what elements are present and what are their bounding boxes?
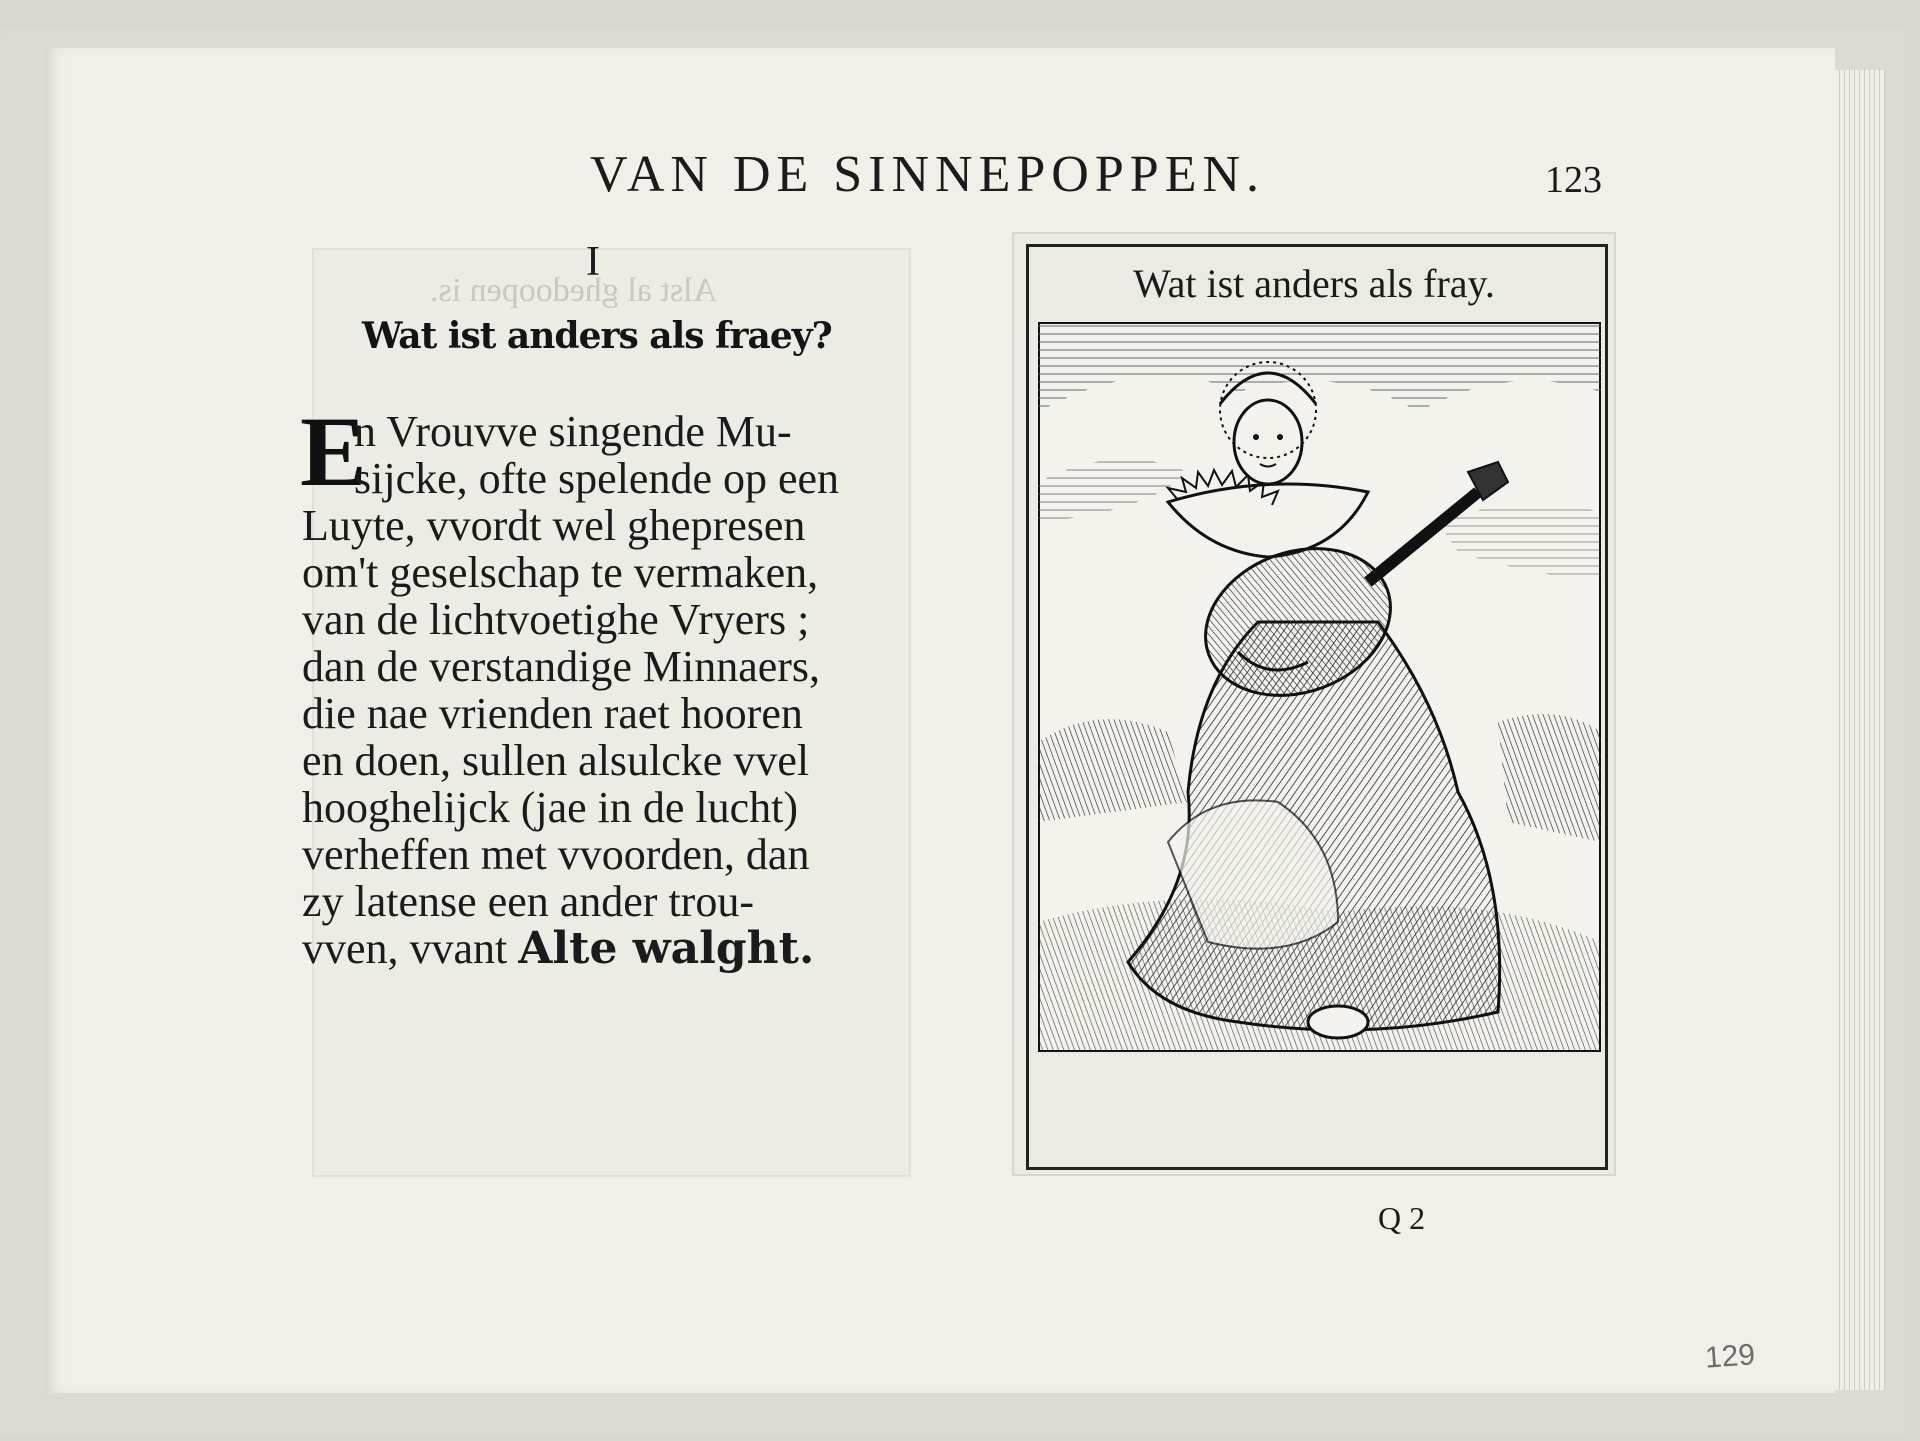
body-line: die nae vrienden raet hooren [302, 689, 803, 738]
body-line: Luyte, vvordt wel ghepresen [302, 501, 806, 550]
emblem-body-text [302, 408, 902, 972]
body-line: van de lichtvoetighe Vryers ; [302, 595, 810, 644]
emblem-motto: Wat ist anders als fraey? [362, 315, 832, 357]
show-through-text: Alst al ghedoopen is. [430, 272, 718, 309]
body-line: zy latense een ander trou- [302, 877, 754, 926]
body-line: hooghelijck (jae in de lucht) [302, 783, 799, 832]
engraving-woman-with-lute [1038, 322, 1601, 1052]
body-line: dan de verstandige Minnaers, [302, 642, 821, 691]
body-line [302, 925, 902, 972]
drop-capital: E [300, 396, 367, 507]
closing-gothic: Alte walght. [518, 923, 815, 974]
plate-motto: Wat ist anders als fray. [1133, 261, 1495, 306]
body-line-last: vven, vvant [302, 924, 508, 973]
emblem-number: I [586, 239, 600, 285]
body-line: sijcke, ofte spelende op een [354, 454, 840, 503]
page-number: 123 [1545, 159, 1602, 201]
pencil-folio-number: 129 [1703, 1338, 1757, 1375]
body-line: en doen, sullen alsulcke vvel [302, 736, 810, 785]
body-line: verheffen met vvoorden, dan [302, 830, 810, 879]
body-line: om't geselschap te vermaken, [302, 548, 819, 597]
signature-mark: Q 2 [1378, 1200, 1426, 1236]
running-title: VAN DE SINNEPOPPEN. [590, 146, 1266, 203]
body-line: n Vrouvve singende Mu- [354, 407, 792, 456]
